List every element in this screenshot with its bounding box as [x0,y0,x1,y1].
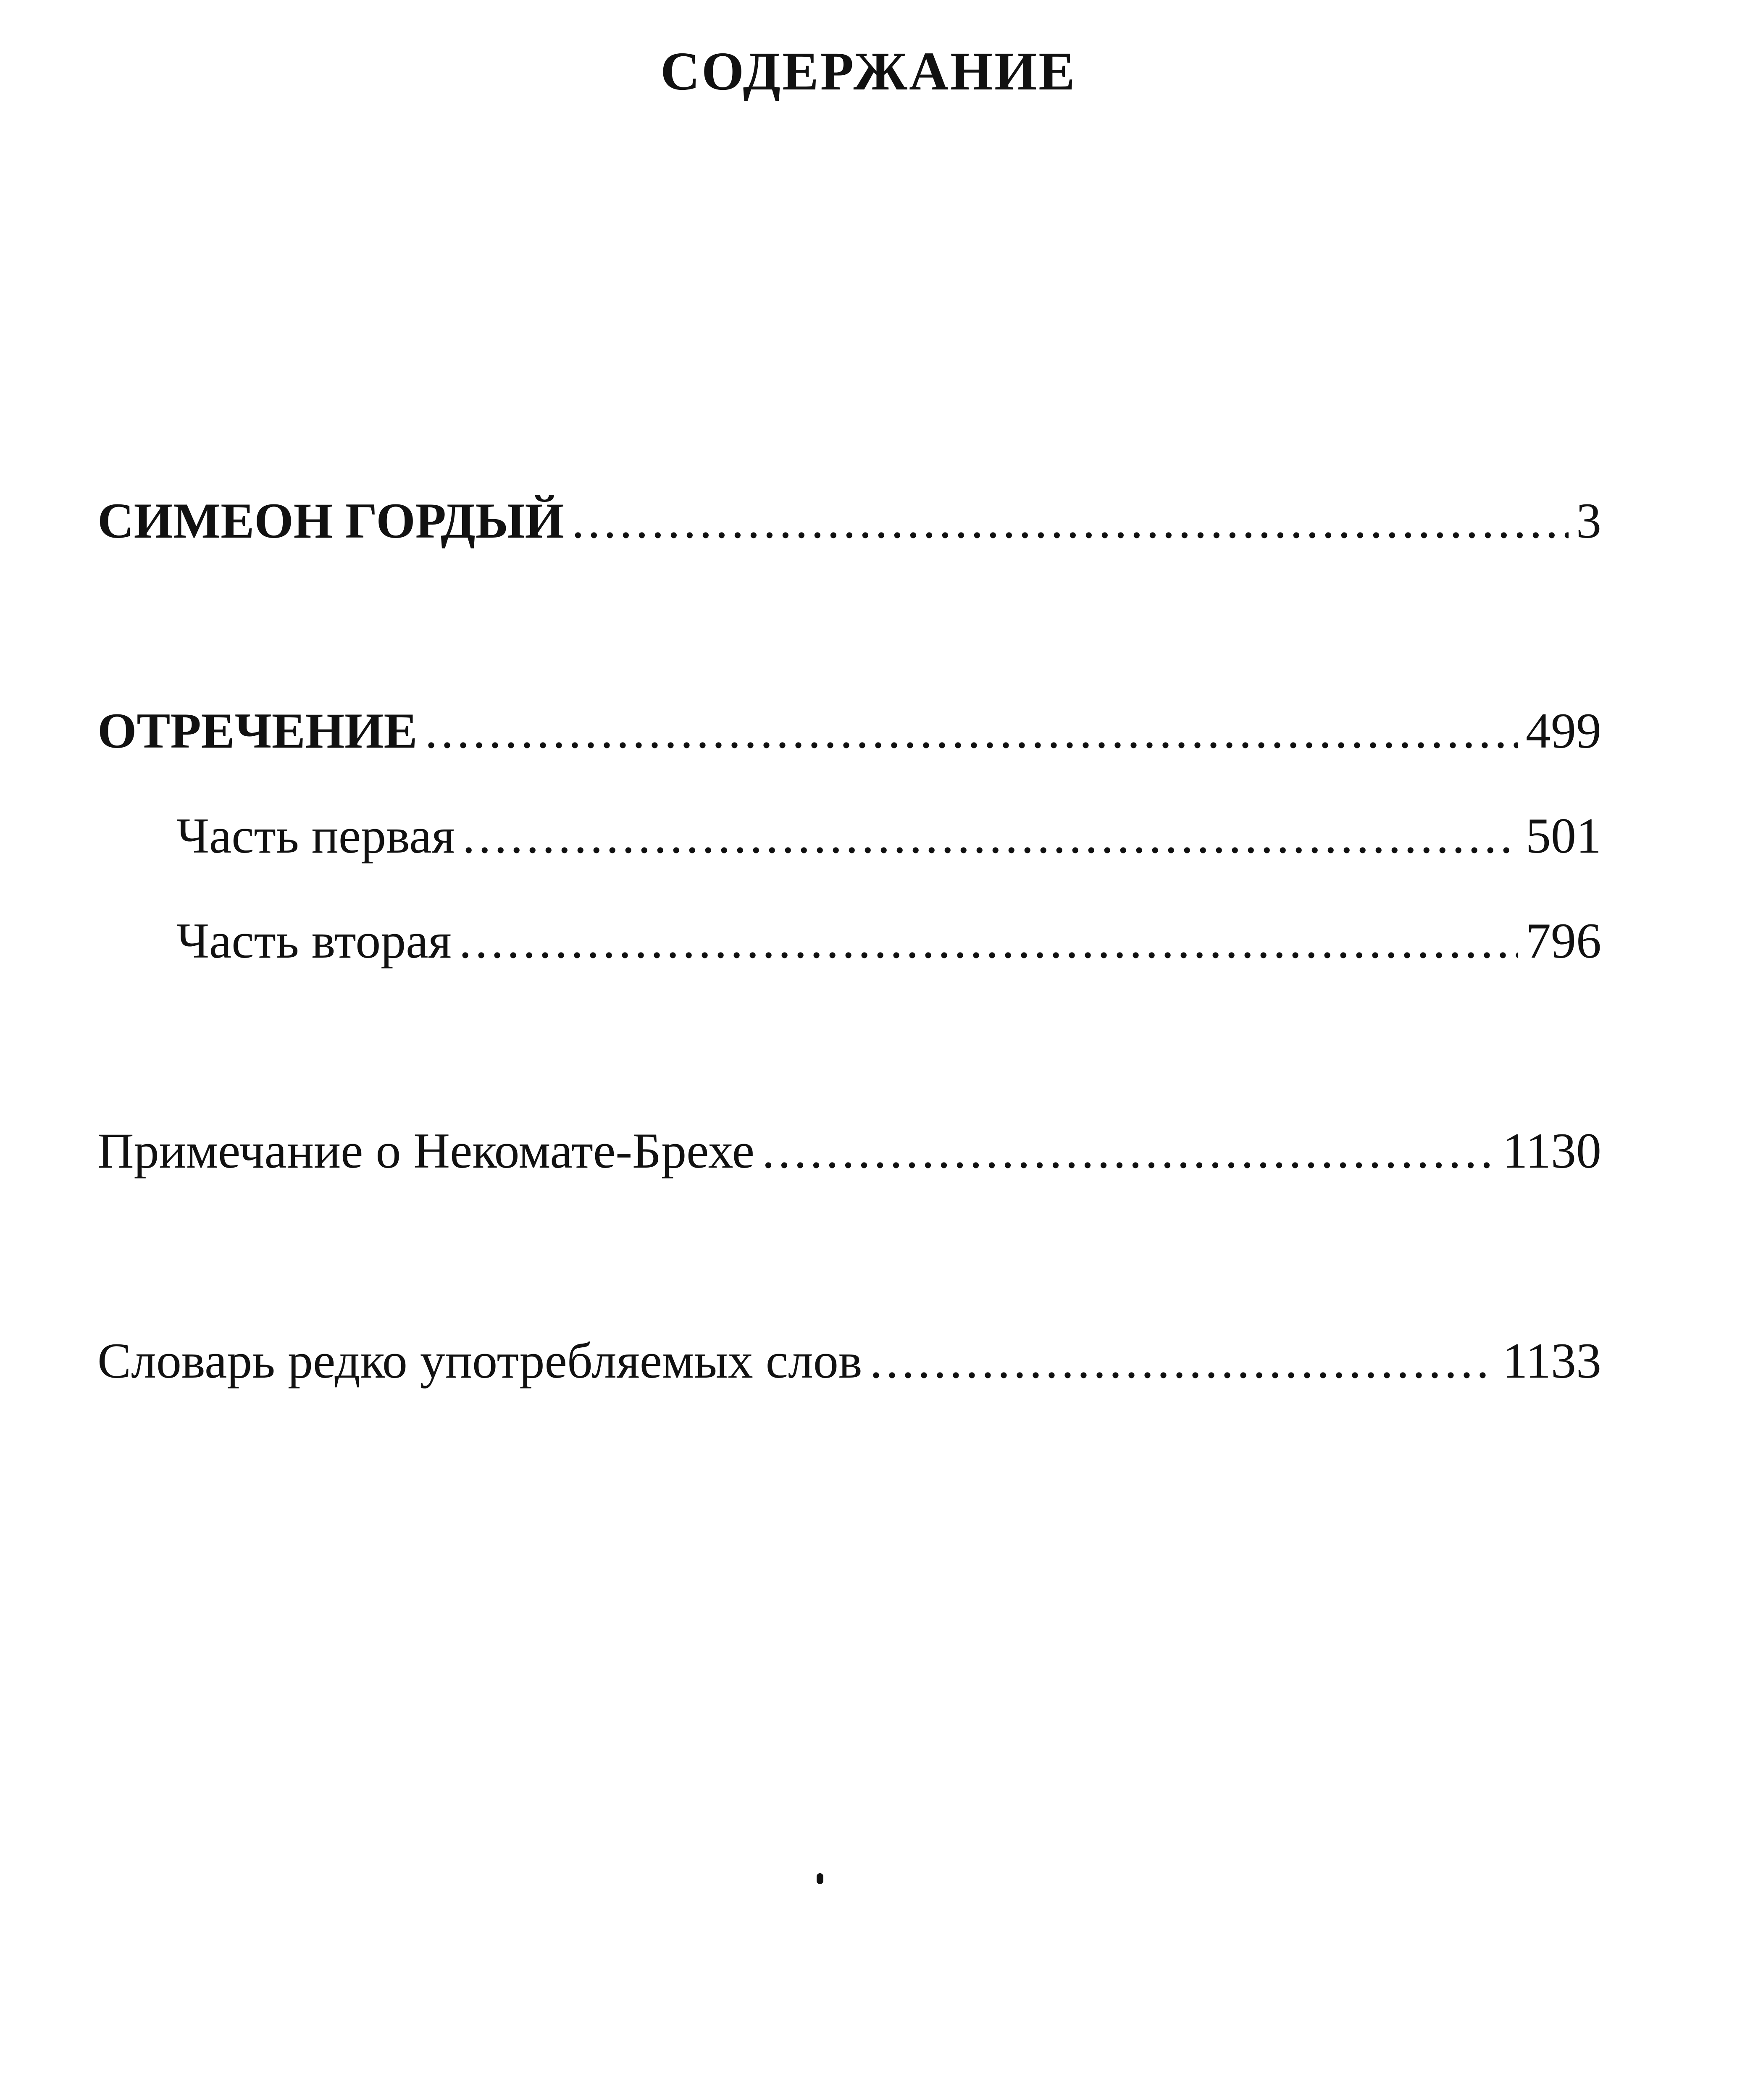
stray-ink-mark [817,1873,823,1884]
toc-dot-leader [462,804,1518,867]
toc-entry-simeon-gordyi[interactable] [97,489,1601,552]
toc-entry-label: Словарь редко употребляемых слов [97,1333,862,1389]
toc-dot-leader [572,489,1569,552]
toc-entry-otrechenie[interactable] [97,699,1601,762]
toc-entry-page-number: 501 [1526,808,1601,864]
toc-entry-part-two[interactable] [176,909,1601,972]
toc-dot-leader [762,1119,1495,1182]
toc-dot-leader [425,699,1518,762]
toc-entry-page-number: 1133 [1502,1333,1601,1389]
toc-entry-page-number: 499 [1526,703,1601,759]
toc-entry-page-number: 1130 [1502,1123,1601,1179]
toc-entry-label: Примечание о Некомате-Брехе [97,1123,755,1179]
toc-entry-part-one[interactable] [176,804,1601,867]
toc-entry-label: Часть первая [176,808,455,864]
toc-dot-leader [459,909,1518,972]
toc-entry-note-nekomat[interactable] [97,1119,1601,1182]
toc-dot-leader [870,1329,1495,1392]
toc-entry-page-number: 3 [1576,493,1601,549]
toc-entry-label: СИМЕОН ГОРДЫЙ [97,493,564,549]
toc-entry-page-number: 796 [1526,913,1601,969]
toc-entry-glossary[interactable] [97,1329,1601,1392]
toc-entry-label: ОТРЕЧЕНИЕ [97,703,418,759]
toc-entry-label: Часть вторая [176,913,452,969]
page-title: СОДЕРЖАНИЕ [660,41,1077,102]
